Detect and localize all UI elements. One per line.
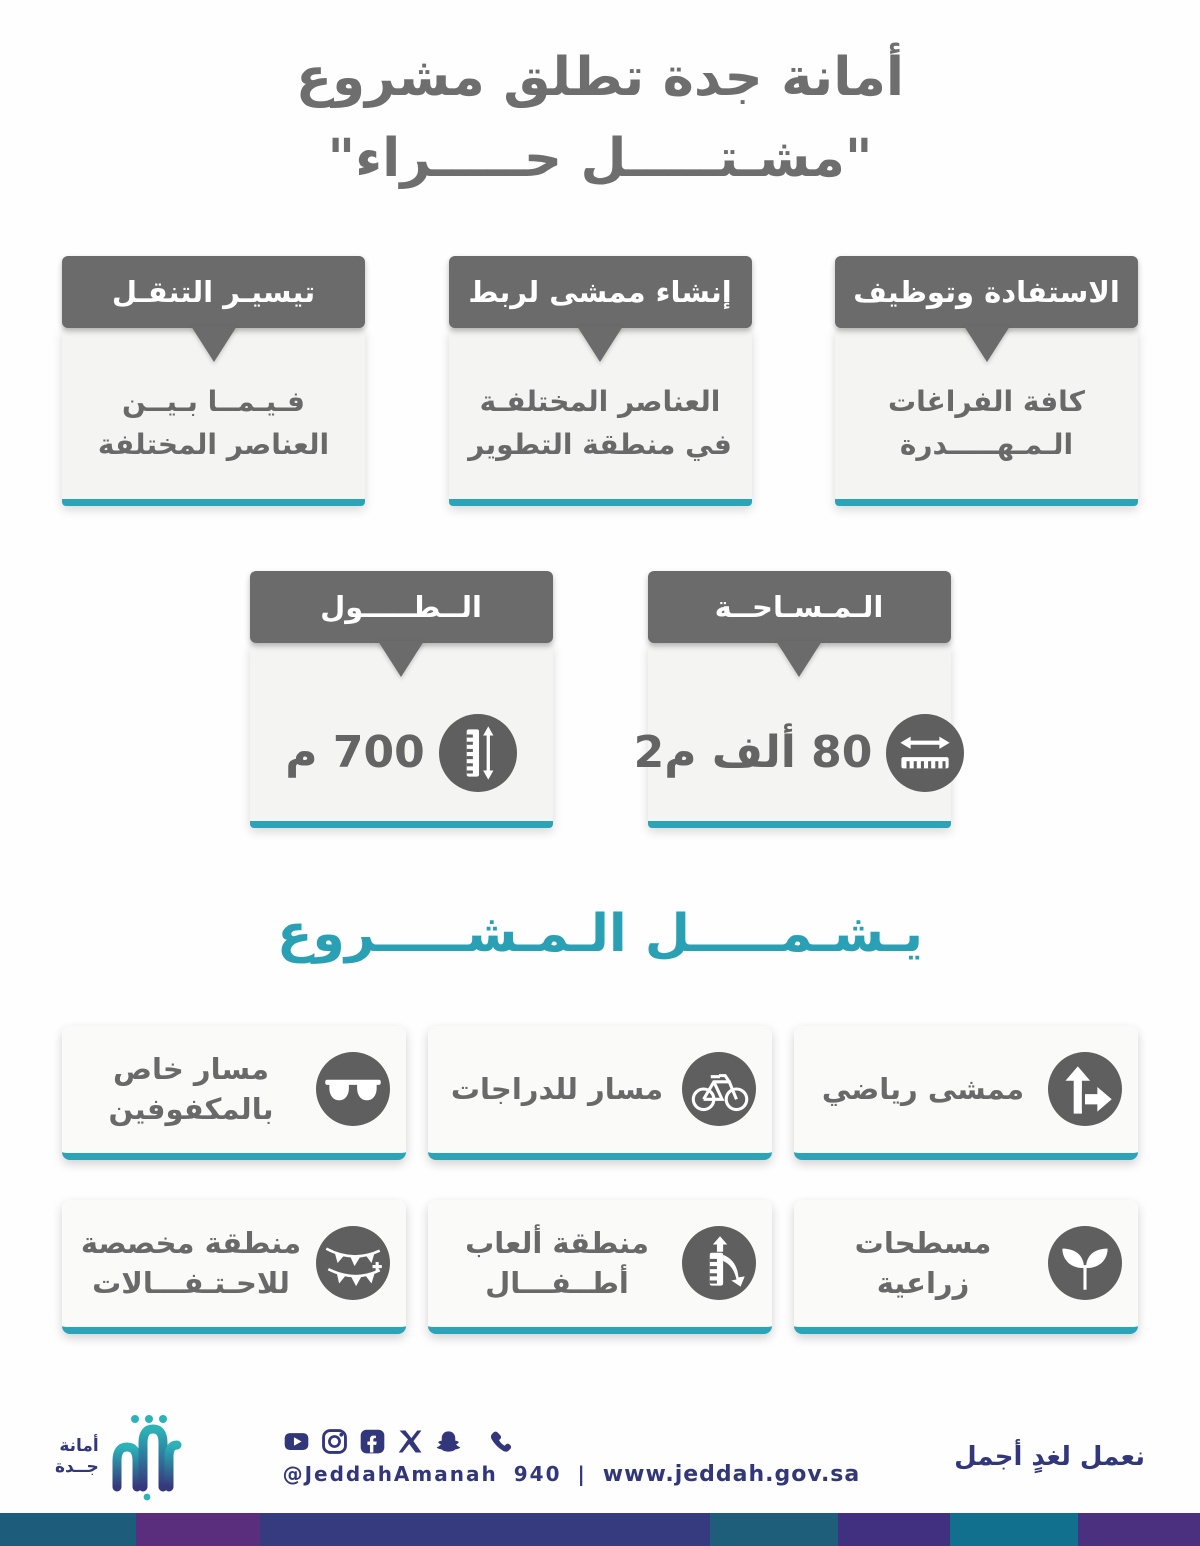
benefit-text-line: العناصر المختلفـة — [479, 384, 721, 418]
feature-card-bicycle-track — [428, 1026, 772, 1160]
slide-icon — [682, 1226, 756, 1300]
footer-tagline: نعمل لغدٍ أجمل — [954, 1442, 1145, 1472]
feature-label — [810, 1223, 1036, 1304]
jeddah-amanah-logo — [55, 1413, 189, 1501]
feature-label — [444, 1069, 670, 1110]
bar-segment — [838, 1513, 951, 1546]
footer — [0, 1401, 1200, 1513]
benefit-card-utilization — [835, 256, 1138, 506]
speech-tail — [577, 326, 623, 362]
logo-word-line: جــدة — [55, 1457, 99, 1477]
plant-icon — [1048, 1226, 1122, 1300]
feature-label-line: أطــفـــال — [485, 1266, 629, 1301]
benefit-text-line: كافة الفراغات — [888, 384, 1085, 418]
bar-segment — [1078, 1513, 1200, 1546]
sunglasses-icon — [316, 1052, 390, 1126]
stat-value: 80 ألف م2 — [633, 727, 873, 779]
bar-segment — [710, 1513, 837, 1546]
logo-words — [55, 1436, 99, 1479]
x-icon[interactable] — [397, 1428, 424, 1455]
phone-icon[interactable] — [489, 1428, 516, 1455]
feature-card-blind-path — [62, 1026, 406, 1160]
benefit-card-easy-mobility — [62, 256, 365, 506]
jeddah-city-logo-icon — [105, 1413, 189, 1501]
bar-segment — [950, 1513, 1077, 1546]
feature-label — [78, 1049, 304, 1130]
social-handle[interactable]: @JeddahAmanah — [282, 1461, 498, 1486]
bottom-color-bar — [0, 1513, 1200, 1546]
stat-value: 700 م — [285, 727, 425, 779]
website-url[interactable]: www.jeddah.gov.sa — [602, 1461, 861, 1487]
speech-tail — [191, 326, 237, 362]
benefit-card-header: تيسيـر التنقـل — [62, 256, 365, 328]
party-flags-icon — [316, 1226, 390, 1300]
feature-label — [810, 1069, 1036, 1110]
directions-icon — [1048, 1052, 1122, 1126]
feature-label-line: مسار للدراجات — [450, 1071, 664, 1106]
footer-social-block — [283, 1428, 861, 1487]
snapchat-icon[interactable] — [435, 1428, 462, 1455]
stat-card-length — [250, 571, 553, 828]
feature-label-line: بالمكفوفين — [108, 1092, 274, 1127]
stat-card-area — [633, 571, 951, 828]
benefit-card-walkway-link — [449, 256, 752, 506]
area-measure-icon — [886, 714, 964, 792]
facebook-icon[interactable] — [359, 1428, 386, 1455]
section-heading: يـشـمـــــل الـمـشـــــروع — [277, 903, 923, 964]
bar-segment — [0, 1513, 136, 1546]
feature-card-celebrations-area — [62, 1200, 406, 1334]
feature-card-green-areas — [794, 1200, 1138, 1334]
feature-label-line: للاحـتـفـــالات — [92, 1266, 290, 1301]
benefit-text-line: العناصر المختلفة — [97, 428, 330, 462]
benefit-text-line: فـيـمــا بـيــن — [122, 384, 305, 418]
feature-label-line: مسطحات زراعية — [854, 1225, 992, 1301]
benefit-text-line: في منطقة التطوير — [468, 428, 732, 462]
benefit-text-line: الـمـهـــــدرة — [899, 428, 1074, 462]
length-ruler-icon — [439, 714, 517, 792]
bar-segment — [136, 1513, 261, 1546]
instagram-icon[interactable] — [321, 1428, 348, 1455]
page-title-line1: أمانة جدة تطلق مشروع — [295, 47, 905, 108]
features-grid — [0, 1026, 1200, 1334]
bar-segment — [260, 1513, 710, 1546]
youtube-icon[interactable] — [283, 1428, 310, 1455]
benefit-card-header: إنشاء ممشى لربط — [449, 256, 752, 328]
benefit-card-header: الاستفادة وتوظيف — [835, 256, 1138, 328]
benefit-cards-row — [0, 256, 1200, 506]
phone-number: 940 — [513, 1461, 562, 1486]
speech-tail — [378, 641, 424, 677]
social-text-row — [283, 1462, 861, 1487]
speech-tail — [776, 641, 822, 677]
page-title-line2: "مشـتـــــل حـــــراء" — [327, 127, 873, 189]
stat-cards-row — [0, 571, 1200, 828]
feature-label-line: منطقة مخصصة — [80, 1225, 302, 1260]
feature-label — [444, 1223, 670, 1304]
feature-label-line: مسار خاص — [113, 1051, 269, 1086]
logo-word-line: أمانة — [59, 1435, 99, 1456]
feature-label — [78, 1223, 304, 1304]
speech-tail — [964, 326, 1010, 362]
page-title — [0, 0, 1200, 194]
bicycle-icon — [682, 1052, 756, 1126]
feature-label-line: منطقة ألعاب — [465, 1225, 649, 1260]
feature-card-kids-playground — [428, 1200, 772, 1334]
separator: | — [577, 1461, 587, 1486]
stat-card-header: الــطـــــول — [250, 571, 553, 643]
social-icons-row — [283, 1428, 516, 1455]
feature-label-line: ممشى رياضي — [821, 1071, 1025, 1106]
feature-card-sport-walkway — [794, 1026, 1138, 1160]
stat-card-header: الـمـسـاحــة — [648, 571, 951, 643]
